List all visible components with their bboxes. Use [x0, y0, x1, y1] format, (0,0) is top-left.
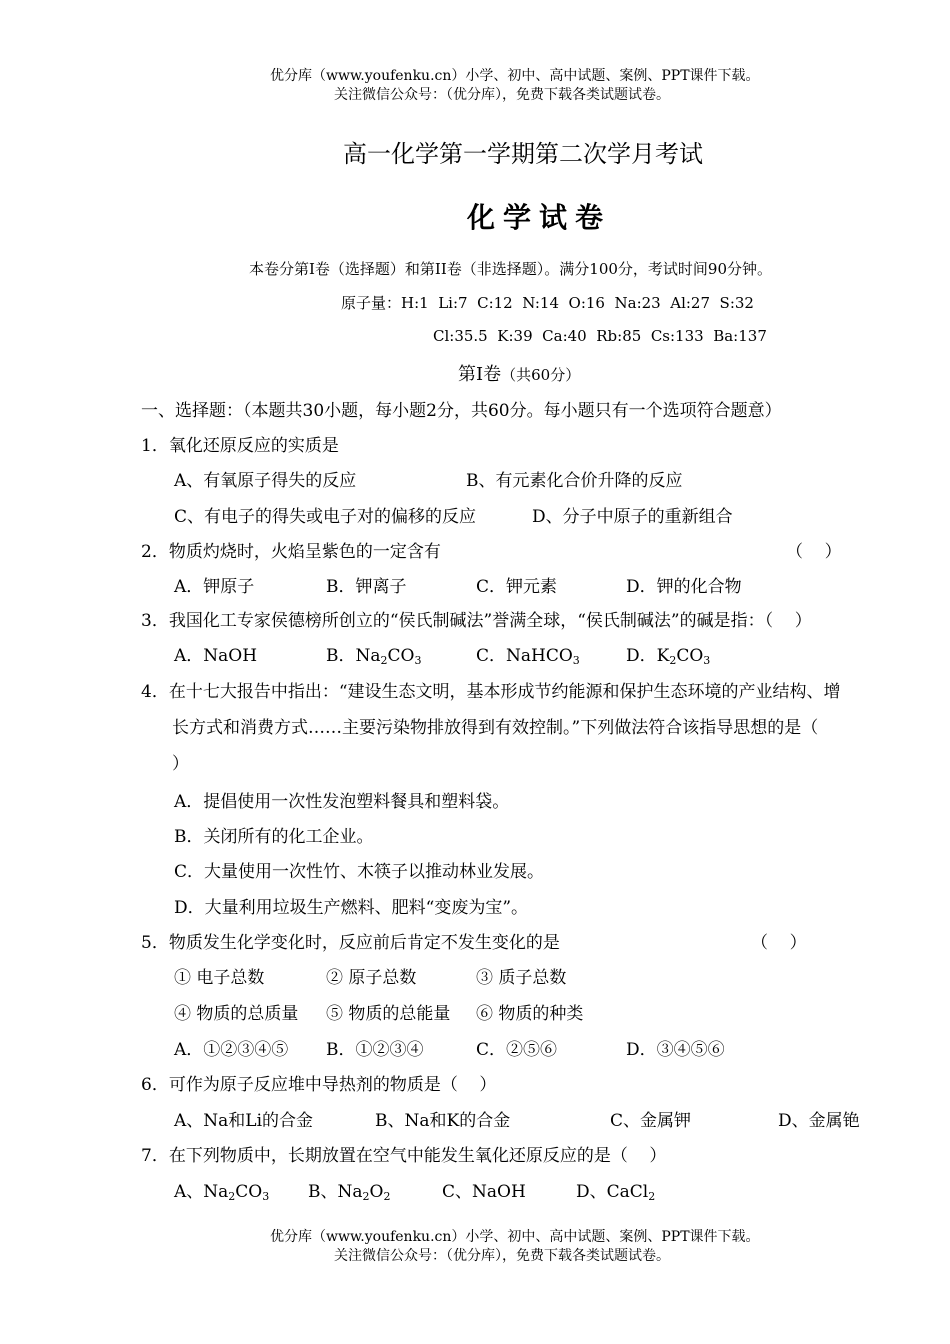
- q5-option-d: D．③④⑤⑥: [626, 1040, 725, 1060]
- q3-option-b: B．$Na_2CO_3$: [326, 646, 422, 667]
- atomic-masses-line-2: Cl:35.5 K:39 Ca:40 Rb:85 Cs:133 Ba:137: [433, 327, 767, 345]
- q6-option-b: B、Na和K的合金: [375, 1111, 511, 1131]
- section-heading: [458, 360, 580, 386]
- q4-stem-line-3: ）: [172, 754, 189, 774]
- q3-stem: 3．我国化工专家侯德榜所创立的“侯氏制碱法”誉满全球，“侯氏制碱法”的碱是指：（ ）: [141, 611, 812, 631]
- atomic-masses-line-1: 原子量：H:1 Li:7 C:12 N:14 O:16 Na:23 Al:27 S:32: [341, 294, 754, 312]
- q3-option-c: C．NaHCO$_3$: [476, 646, 580, 667]
- q1-option-d: D、分子中原子的重新组合: [532, 507, 733, 527]
- q2-answer-bracket: （ ）: [786, 542, 842, 562]
- q5-item-1: ① 电子总数: [174, 968, 265, 988]
- q4-option-c: C．大量使用一次性竹、木筷子以推动林业发展。: [174, 862, 545, 882]
- q1-stem: 1．氧化还原反应的实质是: [141, 436, 339, 456]
- footer-line-2: 关注微信公众号：（优分库），免费下载各类试题试卷。: [334, 1248, 670, 1264]
- header-line-1: 优分库（www.youfenku.cn）小学、初中、高中试题、案例、PPT课件下载。: [270, 68, 760, 84]
- q5-item-2: ② 原子总数: [326, 968, 417, 988]
- q7-option-a: A、$Na_2CO_3$: [174, 1182, 270, 1203]
- q4-option-d: D．大量利用垃圾生产燃料、肥料“变废为宝”。: [174, 898, 529, 918]
- instruction: 一、选择题：（本题共30小题，每小题2分，共60分。每小题只有一个选项符合题意）: [141, 401, 782, 421]
- q4-stem-line-2: 长方式和消费方式……主要污染物排放得到有效控制。”下列做法符合该指导思想的是（: [172, 718, 819, 738]
- q4-option-b: B．关闭所有的化工企业。: [174, 827, 374, 847]
- q1-option-b: B、有元素化合价升降的反应: [466, 471, 683, 491]
- q3-option-a: A．NaOH: [174, 646, 258, 666]
- q6-option-a: A、Na和Li的合金: [174, 1111, 314, 1131]
- q7-option-b: B、$Na_2O_2$: [308, 1182, 391, 1203]
- q5-item-3: ③ 质子总数: [476, 968, 567, 988]
- q2-stem: 2．物质灼烧时，火焰呈紫色的一定含有: [141, 542, 441, 562]
- q1-option-c: C、有电子的得失或电子对的偏移的反应: [174, 507, 477, 527]
- q5-option-a: A．①②③④⑤: [174, 1040, 289, 1060]
- q6-option-c: C、金属钾: [610, 1111, 692, 1131]
- q4-stem-line-1: 4．在十七大报告中指出：“建设生态文明，基本形成节约能源和保护生态环境的产业结构、增: [141, 682, 841, 702]
- q6-option-d: D、金属铯: [778, 1111, 860, 1131]
- q1-option-a: A、有氧原子得失的反应: [174, 471, 357, 491]
- q4-option-a: A．提倡使用一次性发泡塑料餐具和塑料袋。: [174, 792, 510, 812]
- q2-option-d: D．钾的化合物: [626, 577, 742, 597]
- paper-subtitle: 化学试卷: [467, 201, 612, 234]
- exam-intro: 本卷分第I卷（选择题）和第II卷（非选择题）。满分100分，考试时间90分钟。: [249, 260, 772, 278]
- q6-stem: 6．可作为原子反应堆中导热剂的物质是（ ）: [141, 1075, 497, 1095]
- q5-item-6: ⑥ 物质的种类: [476, 1004, 584, 1024]
- q2-option-b: B．钾离子: [326, 577, 407, 597]
- q7-option-c: C、NaOH: [442, 1182, 526, 1202]
- section-title: 第Ⅰ卷: [458, 364, 502, 385]
- q3-option-d: D．$K_2CO_3$: [626, 646, 711, 667]
- q5-answer-bracket: （ ）: [751, 933, 807, 953]
- exam-title: 高一化学第一学期第二次学月考试: [343, 140, 703, 168]
- q7-option-d: D、CaCl$_2$: [576, 1182, 656, 1203]
- q5-option-c: C．②⑤⑥: [476, 1040, 558, 1060]
- q5-option-b: B．①②③④: [326, 1040, 424, 1060]
- footer-line-1: 优分库（www.youfenku.cn）小学、初中、高中试题、案例、PPT课件下载。: [270, 1229, 760, 1245]
- q5-item-5: ⑤ 物质的总能量: [326, 1004, 451, 1024]
- header-line-2: 关注微信公众号：（优分库），免费下载各类试题试卷。: [334, 87, 670, 103]
- q2-option-a: A．钾原子: [174, 577, 255, 597]
- q2-option-c: C．钾元素: [476, 577, 558, 597]
- section-score: （共60分）: [501, 366, 581, 384]
- q5-stem: 5．物质发生化学变化时，反应前后肯定不发生变化的是: [141, 933, 560, 953]
- q7-stem: 7．在下列物质中，长期放置在空气中能发生氧化还原反应的是（ ）: [141, 1146, 667, 1166]
- q5-item-4: ④ 物质的总质量: [174, 1004, 299, 1024]
